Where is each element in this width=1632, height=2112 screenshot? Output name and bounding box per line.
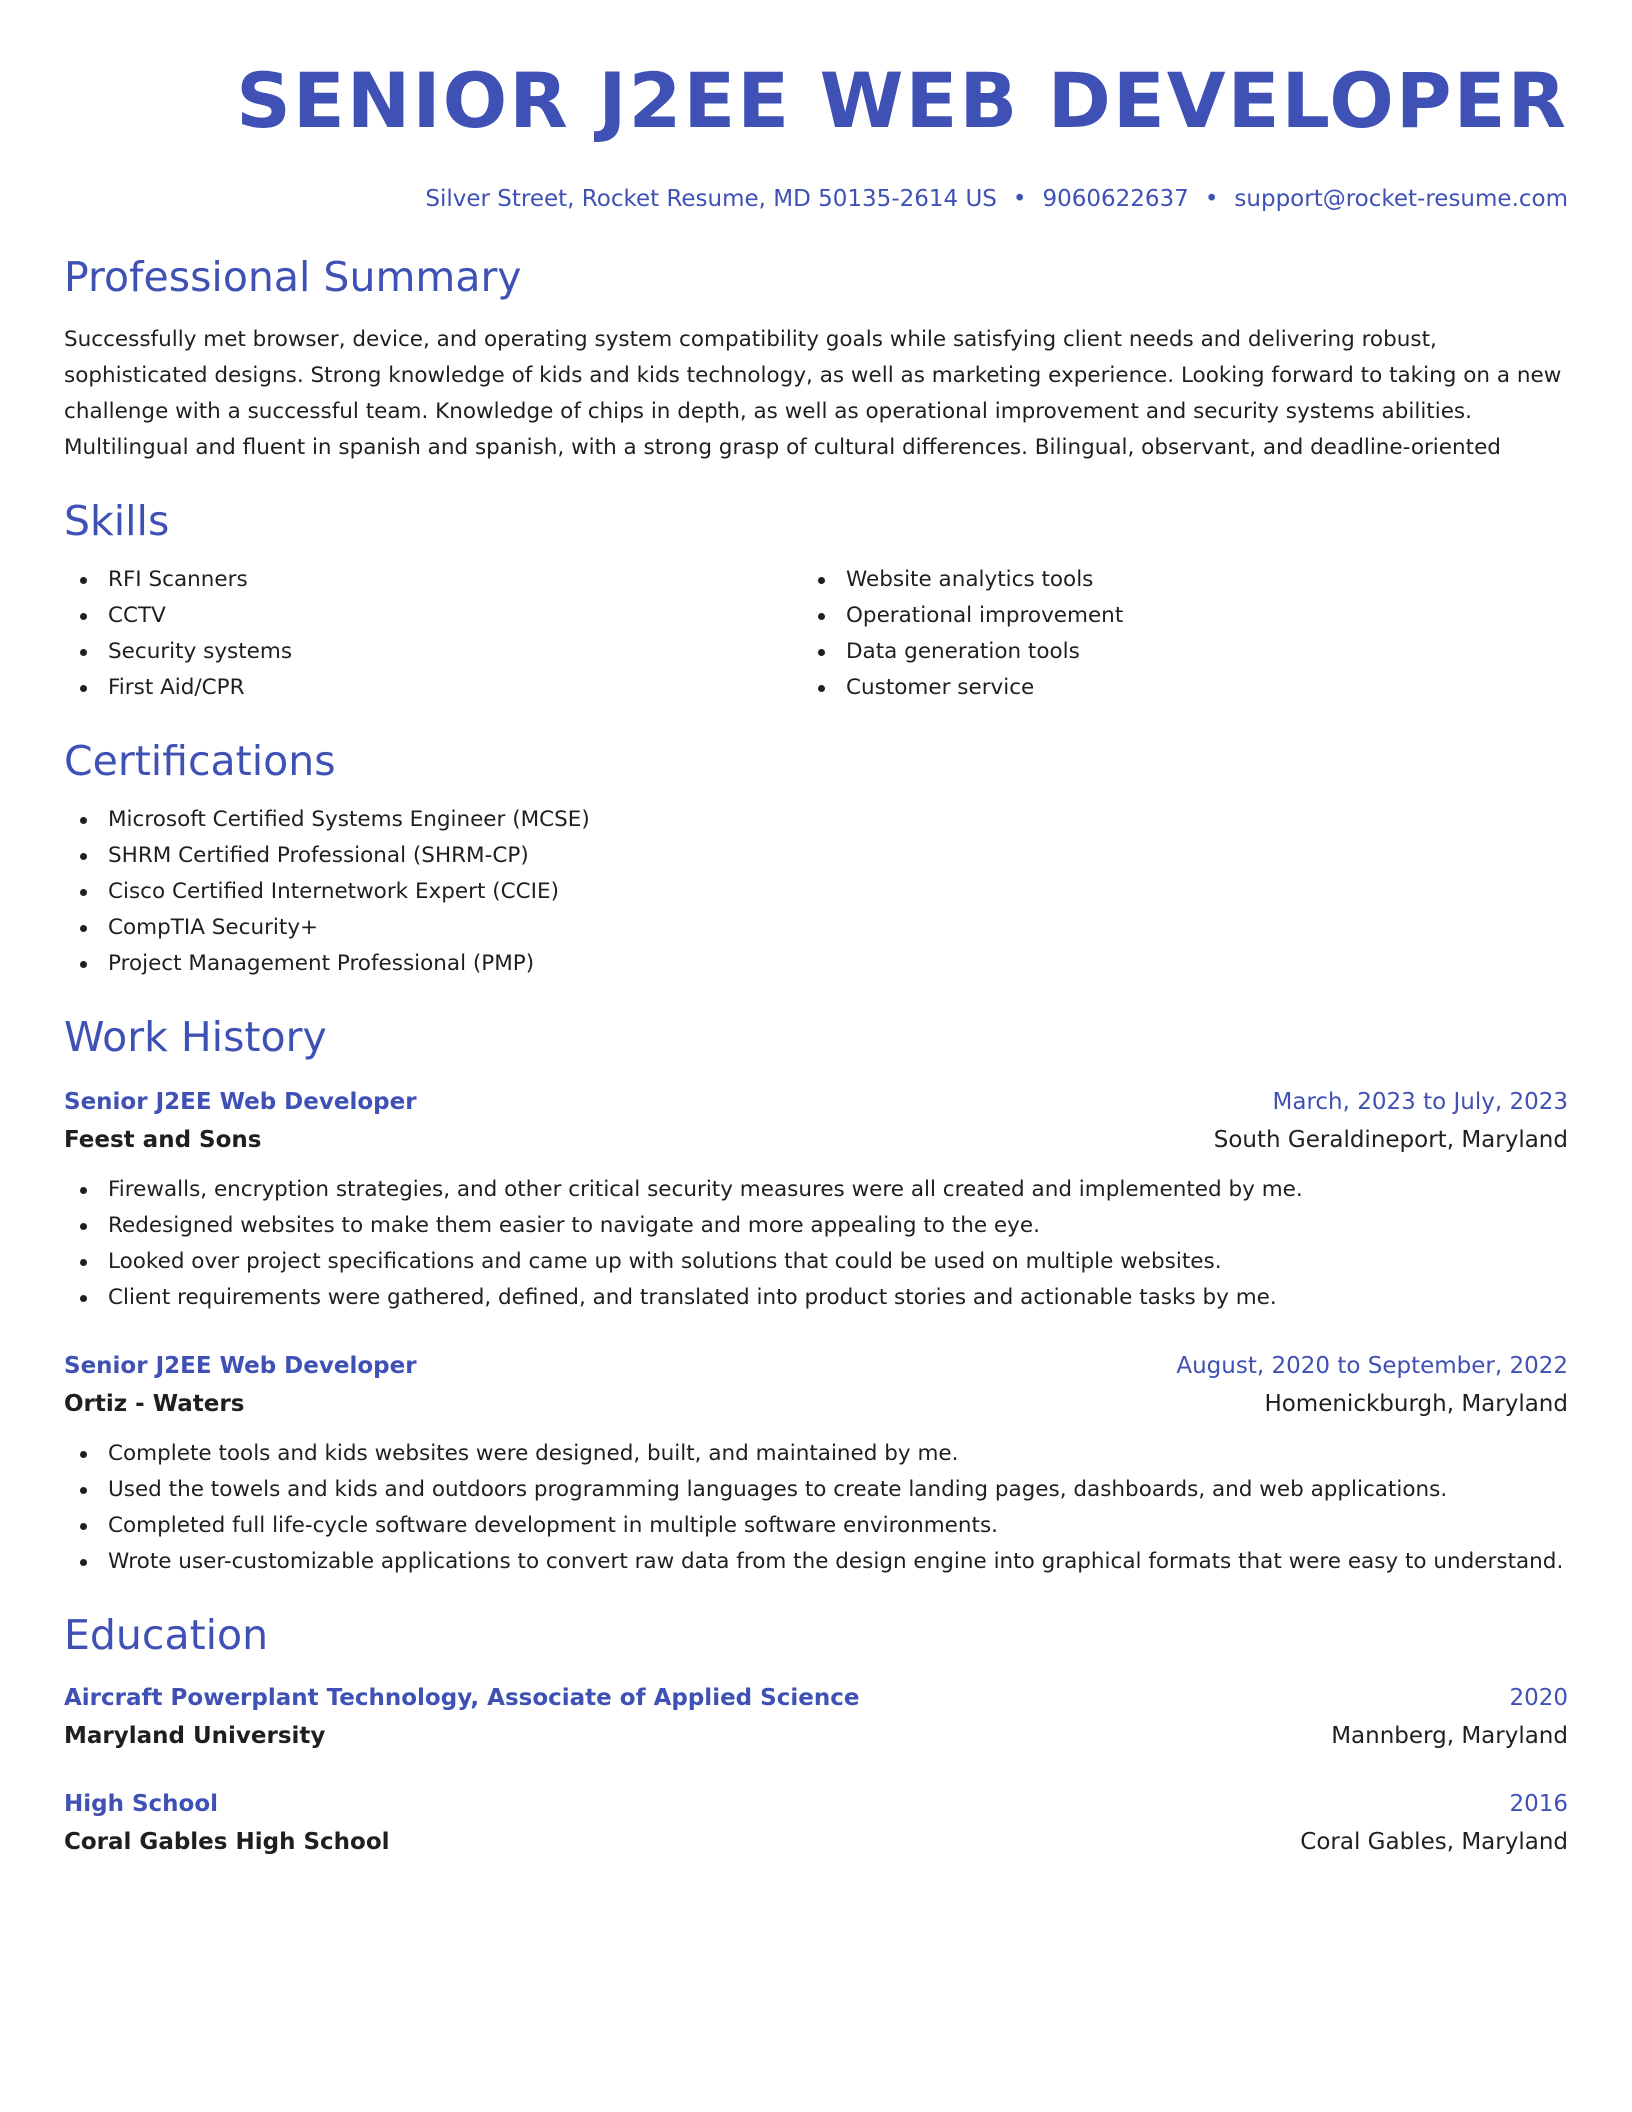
education-entry-header xyxy=(64,1680,1568,1716)
work-entry xyxy=(64,1348,1568,1580)
education-entry xyxy=(64,1786,1568,1862)
contact-separator: • xyxy=(1012,186,1027,212)
education-section xyxy=(64,1610,1568,1862)
section-title-skills: Skills xyxy=(64,497,170,545)
section-title-work-history: Work History xyxy=(64,1013,327,1061)
work-history-section xyxy=(64,1012,1568,1580)
contact-phone: 9060622637 xyxy=(1042,186,1189,212)
certification-item: Microsoft Certified Systems Engineer (MCSE) xyxy=(64,802,1568,838)
job-duties-list xyxy=(64,1172,1568,1316)
job-duties-list xyxy=(64,1436,1568,1580)
company-name: Feest and Sons xyxy=(64,1127,262,1153)
job-dates: March, 2023 to July, 2023 xyxy=(1272,1089,1568,1115)
job-duty: Firewalls, encryption strategies, and other critical security measures were all created and implemented by me. xyxy=(64,1172,1568,1208)
work-entry-header xyxy=(64,1084,1568,1120)
school-location: Mannberg, Maryland xyxy=(1331,1723,1568,1749)
resume-title: SENIOR J2EE WEB DEVELOPER xyxy=(236,56,1568,145)
skill-item: First Aid/CPR xyxy=(64,670,802,706)
skill-item: Data generation tools xyxy=(802,634,1568,670)
job-dates: August, 2020 to September, 2022 xyxy=(1176,1353,1568,1379)
job-duty: Redesigned websites to make them easier to navigate and more appealing to the eye. xyxy=(64,1208,1568,1244)
school-location: Coral Gables, Maryland xyxy=(1300,1829,1568,1855)
job-location: South Geraldineport, Maryland xyxy=(1213,1127,1568,1153)
section-title-certifications: Certifications xyxy=(64,737,336,785)
degree-name: High School xyxy=(64,1791,219,1817)
skill-item: Website analytics tools xyxy=(802,562,1568,598)
graduation-year: 2016 xyxy=(1509,1791,1568,1817)
job-title: Senior J2EE Web Developer xyxy=(64,1353,417,1379)
certification-item: Cisco Certified Internetwork Expert (CCIE) xyxy=(64,874,1568,910)
work-entry xyxy=(64,1084,1568,1316)
job-title: Senior J2EE Web Developer xyxy=(64,1089,417,1115)
contact-line xyxy=(64,184,1568,214)
work-entry-subheader xyxy=(64,1120,1568,1160)
work-entry-header xyxy=(64,1348,1568,1384)
resume-header xyxy=(64,56,1568,214)
skills-grid xyxy=(64,546,1568,706)
skill-item: RFI Scanners xyxy=(64,562,802,598)
certification-item: SHRM Certified Professional (SHRM-CP) xyxy=(64,838,1568,874)
skill-item: Operational improvement xyxy=(802,598,1568,634)
skills-section xyxy=(64,496,1568,706)
education-entry-header xyxy=(64,1786,1568,1822)
contact-email: support@rocket-resume.com xyxy=(1234,186,1568,212)
job-duty: Used the towels and kids and outdoors programming languages to create landing pages, dashboards, and web applications. xyxy=(64,1472,1568,1508)
skills-list-right xyxy=(802,562,1568,706)
education-entry-subheader xyxy=(64,1822,1568,1862)
education-entry-subheader xyxy=(64,1716,1568,1756)
contact-separator: • xyxy=(1204,186,1219,212)
company-name: Ortiz - Waters xyxy=(64,1391,245,1417)
job-location: Homenickburgh, Maryland xyxy=(1264,1391,1568,1417)
graduation-year: 2020 xyxy=(1509,1685,1568,1711)
job-duty: Client requirements were gathered, defined, and translated into product stories and actionable tasks by me. xyxy=(64,1280,1568,1316)
school-name: Maryland University xyxy=(64,1723,326,1749)
job-duty: Looked over project specifications and came up with solutions that could be used on multiple websites. xyxy=(64,1244,1568,1280)
section-title-education: Education xyxy=(64,1611,269,1659)
certification-item: Project Management Professional (PMP) xyxy=(64,946,1568,982)
work-entry-subheader xyxy=(64,1384,1568,1424)
certifications-section xyxy=(64,736,1568,982)
skills-list-left xyxy=(64,562,802,706)
job-duty: Wrote user-customizable applications to convert raw data from the design engine into graphical formats that were easy to understand. xyxy=(64,1544,1568,1580)
summary-text: Successfully met browser, device, and operating system compatibility goals while satisfying client needs and delivering robust, sophisticated designs. Strong knowledge of kids and kids technology, as well as marketing experience. Looking forward to taking on a new challenge with a successful team. Knowledge of chips in depth, as well as operational improvement and security systems abilities. Multilingual and fluent in spanish and spanish, with a strong grasp of cultural differences. Bilingual, observant, and deadline-oriented xyxy=(64,327,1562,460)
education-entry xyxy=(64,1680,1568,1756)
job-duty: Completed full life-cycle software development in multiple software environments. xyxy=(64,1508,1568,1544)
school-name: Coral Gables High School xyxy=(64,1829,390,1855)
contact-address: Silver Street, Rocket Resume, MD 50135-2614 US xyxy=(425,186,997,212)
skill-item: Customer service xyxy=(802,670,1568,706)
skill-item: CCTV xyxy=(64,598,802,634)
certifications-list xyxy=(64,802,1568,982)
skill-item: Security systems xyxy=(64,634,802,670)
job-duty: Complete tools and kids websites were designed, built, and maintained by me. xyxy=(64,1436,1568,1472)
section-title-summary: Professional Summary xyxy=(64,253,522,301)
certification-item: CompTIA Security+ xyxy=(64,910,1568,946)
degree-name: Aircraft Powerplant Technology, Associate of Applied Science xyxy=(64,1685,860,1711)
